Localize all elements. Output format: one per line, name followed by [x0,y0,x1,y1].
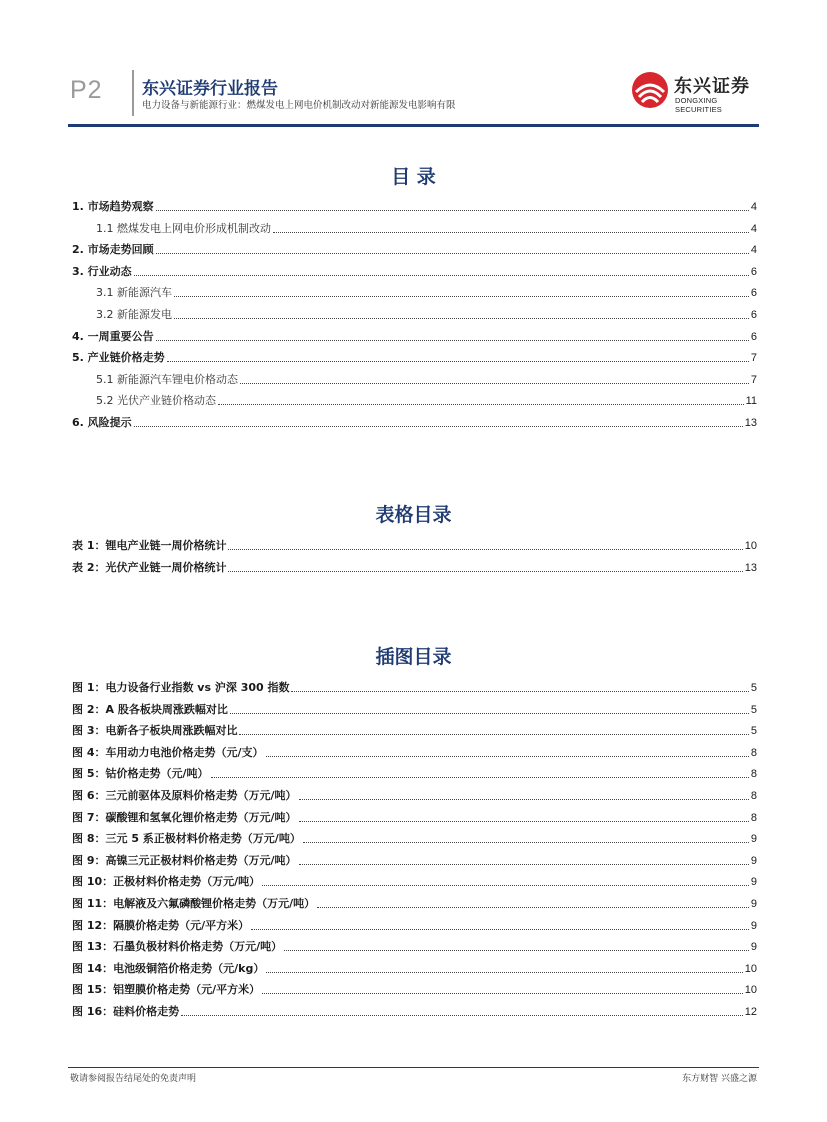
toc-entry-page: 8 [750,811,757,824]
toc-entry[interactable] [72,809,757,825]
toc-entry[interactable] [72,1003,757,1019]
toc-leader-dots [174,295,749,297]
toc-entry-label: 图 3：电新各子板块周涨跌幅对比 [72,724,238,738]
page-header [0,0,827,130]
toc-entry[interactable] [96,371,757,387]
toc-leader-dots [228,570,742,572]
toc-entry-page: 5 [750,703,757,716]
toc-entry-label: 表 2：光伏产业链一周价格统计 [72,560,227,574]
toc-entry[interactable] [72,537,757,553]
logo-text-cn: 东兴证券 [674,76,750,97]
toc-entry-page: 4 [750,222,757,235]
toc-leader-dots [167,360,749,362]
toc-entry-page: 13 [744,561,757,574]
toc-entry-label: 5.1 新能源汽车锂电价格动态 [96,372,238,386]
toc-entry-page: 10 [744,984,757,997]
toc-leader-dots [134,425,743,427]
page-number: P2 [70,76,103,104]
toc-entry[interactable] [72,744,757,760]
toc-entry-label: 表 1：锂电产业链一周价格统计 [72,539,227,552]
toc-leader-dots [273,231,749,233]
toc-entry[interactable] [72,787,757,803]
header-rule [68,124,759,127]
toc-entry[interactable] [72,679,757,695]
toc-entry-page: 8 [750,790,757,802]
toc-entry-label: 5. 产业链价格走势 [72,351,165,365]
logo-mark-icon [630,70,670,110]
toc-entry-label: 图 6：三元前驱体及原料价格走势（万元/吨） [72,789,297,802]
toc-entry[interactable] [72,765,757,781]
toc-leader-dots [239,733,748,735]
toc-entry[interactable] [72,873,757,889]
toc-entry-label: 3.2 新能源发电 [96,308,172,321]
toc-leader-dots [262,884,749,886]
toc-leader-dots [317,906,749,908]
toc-entry-page: 13 [744,417,757,429]
toc-entry[interactable] [72,722,757,738]
toc-leader-dots [251,928,749,930]
toc-entry[interactable] [72,917,757,933]
toc-entry-page: 8 [750,746,757,759]
toc-entry-label: 图 12：隔膜价格走势（元/平方米） [72,918,250,932]
toc-entry-page: 9 [750,833,757,846]
toc-entry[interactable] [96,220,757,236]
toc-leader-dots [230,712,749,714]
header-divider [132,70,134,116]
toc-entry-label: 图 5：钴价格走势（元/吨） [72,767,209,781]
toc-entry-page: 11 [745,395,757,408]
toc-leader-dots [299,798,749,800]
tables-toc-title: 表格目录 [375,504,452,526]
toc-entry-label: 6. 风险提示 [72,416,132,429]
toc-leader-dots [303,841,749,843]
toc-entry-page: 4 [750,244,757,257]
toc-entry[interactable] [72,895,757,911]
toc-leader-dots [156,252,749,254]
toc-leader-dots [299,863,749,865]
toc-entry-page: 5 [750,682,757,694]
toc-entry-page: 6 [750,265,757,278]
report-subtitle: 电力设备与新能源行业：燃煤发电上网电价机制改动对新能源发电影响有限 [142,100,456,111]
toc-entry[interactable] [72,960,757,976]
toc-entry[interactable] [96,284,757,300]
toc-entry[interactable] [72,981,757,997]
toc-entry-label: 图 14：电池级铜箔价格走势（元/kg） [72,961,265,975]
toc-entry-page: 12 [744,1006,757,1018]
toc-entry[interactable] [72,263,757,279]
toc-entry-label: 4. 一周重要公告 [72,329,154,343]
toc-entry-page: 8 [750,768,757,781]
company-logo [630,70,760,114]
figures-toc-title: 插图目录 [375,646,452,668]
toc-entry-page: 6 [750,287,757,300]
toc-entry-label: 图 9：高镍三元正极材料价格走势（万元/吨） [72,853,297,867]
toc-leader-dots [218,403,744,405]
toc-entry[interactable] [72,938,757,954]
toc-leader-dots [266,971,742,973]
toc-entry-label: 3. 行业动态 [72,264,132,278]
toc-entry-label: 1.1 燃煤发电上网电价形成机制改动 [96,221,271,235]
toc-entry[interactable] [72,830,757,846]
toc-entry-page: 9 [750,876,757,889]
toc-entry-page: 7 [750,373,757,386]
toc-entry-page: 9 [750,919,757,932]
toc-entry-label: 2. 市场走势回顾 [72,243,154,257]
toc-entry[interactable] [72,328,757,344]
toc-entry-page: 7 [750,352,757,365]
toc-entry-page: 10 [744,540,757,552]
toc-entry[interactable] [96,392,757,408]
toc-leader-dots [284,949,749,951]
toc-leader-dots [156,209,749,211]
toc-entry[interactable] [72,349,757,365]
toc-entry-label: 图 2：A 股各板块周涨跌幅对比 [72,702,228,716]
toc-entry-label: 图 13：石墨负极材料价格走势（万元/吨） [72,940,283,954]
toc-entry[interactable] [72,701,757,717]
toc-entry-page: 6 [750,309,757,321]
toc-leader-dots [174,317,749,319]
toc-entry-page: 10 [744,962,757,975]
toc-leader-dots [266,755,749,757]
toc-leader-dots [291,690,748,692]
toc-entry-page: 9 [750,854,757,867]
toc-entry-label: 图 10：正极材料价格走势（万元/吨） [72,875,261,889]
toc-entry-label: 图 11：电解液及六氟磷酸锂价格走势（万元/吨） [72,897,316,910]
toc-entry-label: 图 4：车用动力电池价格走势（元/支） [72,745,264,759]
toc-entry-label: 图 16：硅料价格走势 [72,1005,180,1018]
toc-entry-page: 6 [750,330,757,343]
toc-leader-dots [134,274,749,276]
toc-entry[interactable] [72,241,757,257]
toc-entry-label: 图 1：电力设备行业指数 vs 沪深 300 指数 [72,681,290,694]
toc-entry[interactable] [96,306,757,322]
toc-entry[interactable] [72,198,757,214]
toc-entry-label: 1. 市场趋势观察 [72,200,154,213]
toc-entry[interactable] [72,852,757,868]
toc-entry-label: 3.1 新能源汽车 [96,286,172,300]
toc-entry-label: 图 7：碳酸锂和氢氧化锂价格走势（万元/吨） [72,810,297,824]
toc-entry[interactable] [72,414,757,430]
toc-leader-dots [240,382,749,384]
toc-entry-page: 9 [750,898,757,910]
report-title: 东兴证券行业报告 [142,79,278,99]
toc-entry-label: 图 8：三元 5 系正极材料价格走势（万元/吨） [72,832,301,846]
footer-slogan: 东方财智 兴盛之源 [682,1074,757,1084]
toc-leader-dots [262,992,743,994]
toc-entry-page: 9 [750,941,757,954]
logo-text-en: DONGXING SECURITIES [675,96,723,114]
toc-entry-page: 4 [750,201,757,213]
footer-disclaimer: 敬请参阅报告结尾处的免责声明 [70,1074,197,1084]
toc-leader-dots [299,820,749,822]
toc-leader-dots [181,1014,743,1016]
toc-title: 目 录 [391,166,436,188]
toc-entry-page: 5 [750,725,757,738]
toc-entry[interactable] [72,559,757,575]
toc-entry-label: 5.2 光伏产业链价格动态 [96,394,216,408]
footer-rule [68,1067,759,1068]
toc-leader-dots [156,339,749,341]
toc-leader-dots [228,548,742,550]
toc-entry-label: 图 15：铝塑膜价格走势（元/平方米） [72,983,261,997]
toc-leader-dots [211,776,749,778]
